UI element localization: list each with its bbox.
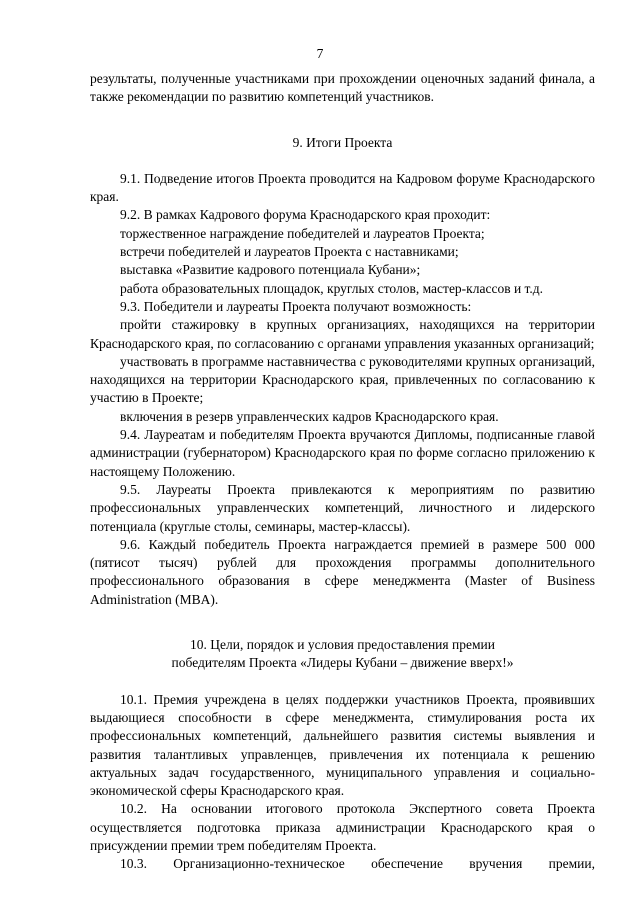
paragraph-10-1: 10.1. Премия учреждена в целях поддержки участников Проекта, проявивших выдающиеся способности в сфере менеджмента, стимулирования роста их профессиональных компетенций, дальнейшего развития системы выявления и развития талантливых управленцев, привлечения их потенциала к решению актуальных задач государственного, муниципального управления и социально-экономической сферы Краснодарского края. (90, 691, 595, 799)
list-item-9-3-3: включения в резерв управленческих кадров Краснодарского края. (120, 408, 499, 424)
section-10-heading-line-2: победителям Проекта «Лидеры Кубани – движение вверх!» (171, 655, 514, 671)
paragraph-9-3: 9.3. Победители и лауреаты Проекта получают возможность: (120, 298, 472, 314)
list-item-9-2-3: выставка «Развитие кадрового потенциала Кубани»; (120, 262, 421, 278)
list-item-9-3-1: пройти стажировку в крупных организациях, находящихся на территории Краснодарского края, по согласованию с органами управления указанных организаций; (90, 317, 595, 351)
list-item-9-2-4: работа образовательных площадок, круглых столов, мастер-классов и т.д. (120, 280, 544, 296)
document-body (90, 70, 595, 874)
list-item-9-2-1: торжественное награждение победителей и лауреатов Проекта; (120, 225, 485, 241)
paragraph-9-2: 9.2. В рамках Кадрового форума Краснодарского края проходит: (120, 207, 491, 223)
paragraph-9-4: 9.4. Лауреатам и победителям Проекта вручаются Дипломы, подписанные главой администрации (губернатором) Краснодарского края по форме согласно приложению к настоящему Положению. (90, 427, 595, 479)
intro-paragraph: результаты, полученные участниками при прохождении оценочных заданий финала, а также рекомендации по развитию компетенций участников. (90, 71, 595, 105)
paragraph-10-2: 10.2. На основании итогового протокола Экспертного совета Проекта осуществляется подготовка приказа администрации Краснодарского края о присуждении премии трем победителям Проекта. (90, 801, 595, 853)
paragraph-10-3: 10.3. Организационно-техническое обеспечение вручения премии, (120, 856, 595, 872)
section-10-heading-line-1: 10. Цели, порядок и условия предоставления премии (190, 637, 495, 653)
page-number: 7 (316, 46, 324, 61)
section-9-heading: 9. Итоги Проекта (292, 134, 393, 150)
paragraph-9-5: 9.5. Лауреаты Проекта привлекаются к мероприятиям по развитию профессиональных управленческих компетенций, личностного и лидерского потенциала (круглые столы, семинары, мастер-классы). (90, 481, 595, 534)
paragraph-9-6: 9.6. Каждый победитель Проекта награждается премией в размере 500 000 (пятисот тысяч) рублей для прохождения программы дополнительного профессионального образования в сфере менеджмента (Master of Business Administration (MBA). (90, 536, 595, 607)
list-item-9-3-2: участвовать в программе наставничества с руководителями крупных организаций, находящихся на территории Краснодарского края, привлеченных по согласованию к участию в Проекте; (90, 353, 595, 406)
list-item-9-2-2: встречи победителей и лауреатов Проекта с наставниками; (120, 244, 459, 260)
paragraph-9-1: 9.1. Подведение итогов Проекта проводится на Кадровом форуме Краснодарского края. (90, 170, 595, 205)
